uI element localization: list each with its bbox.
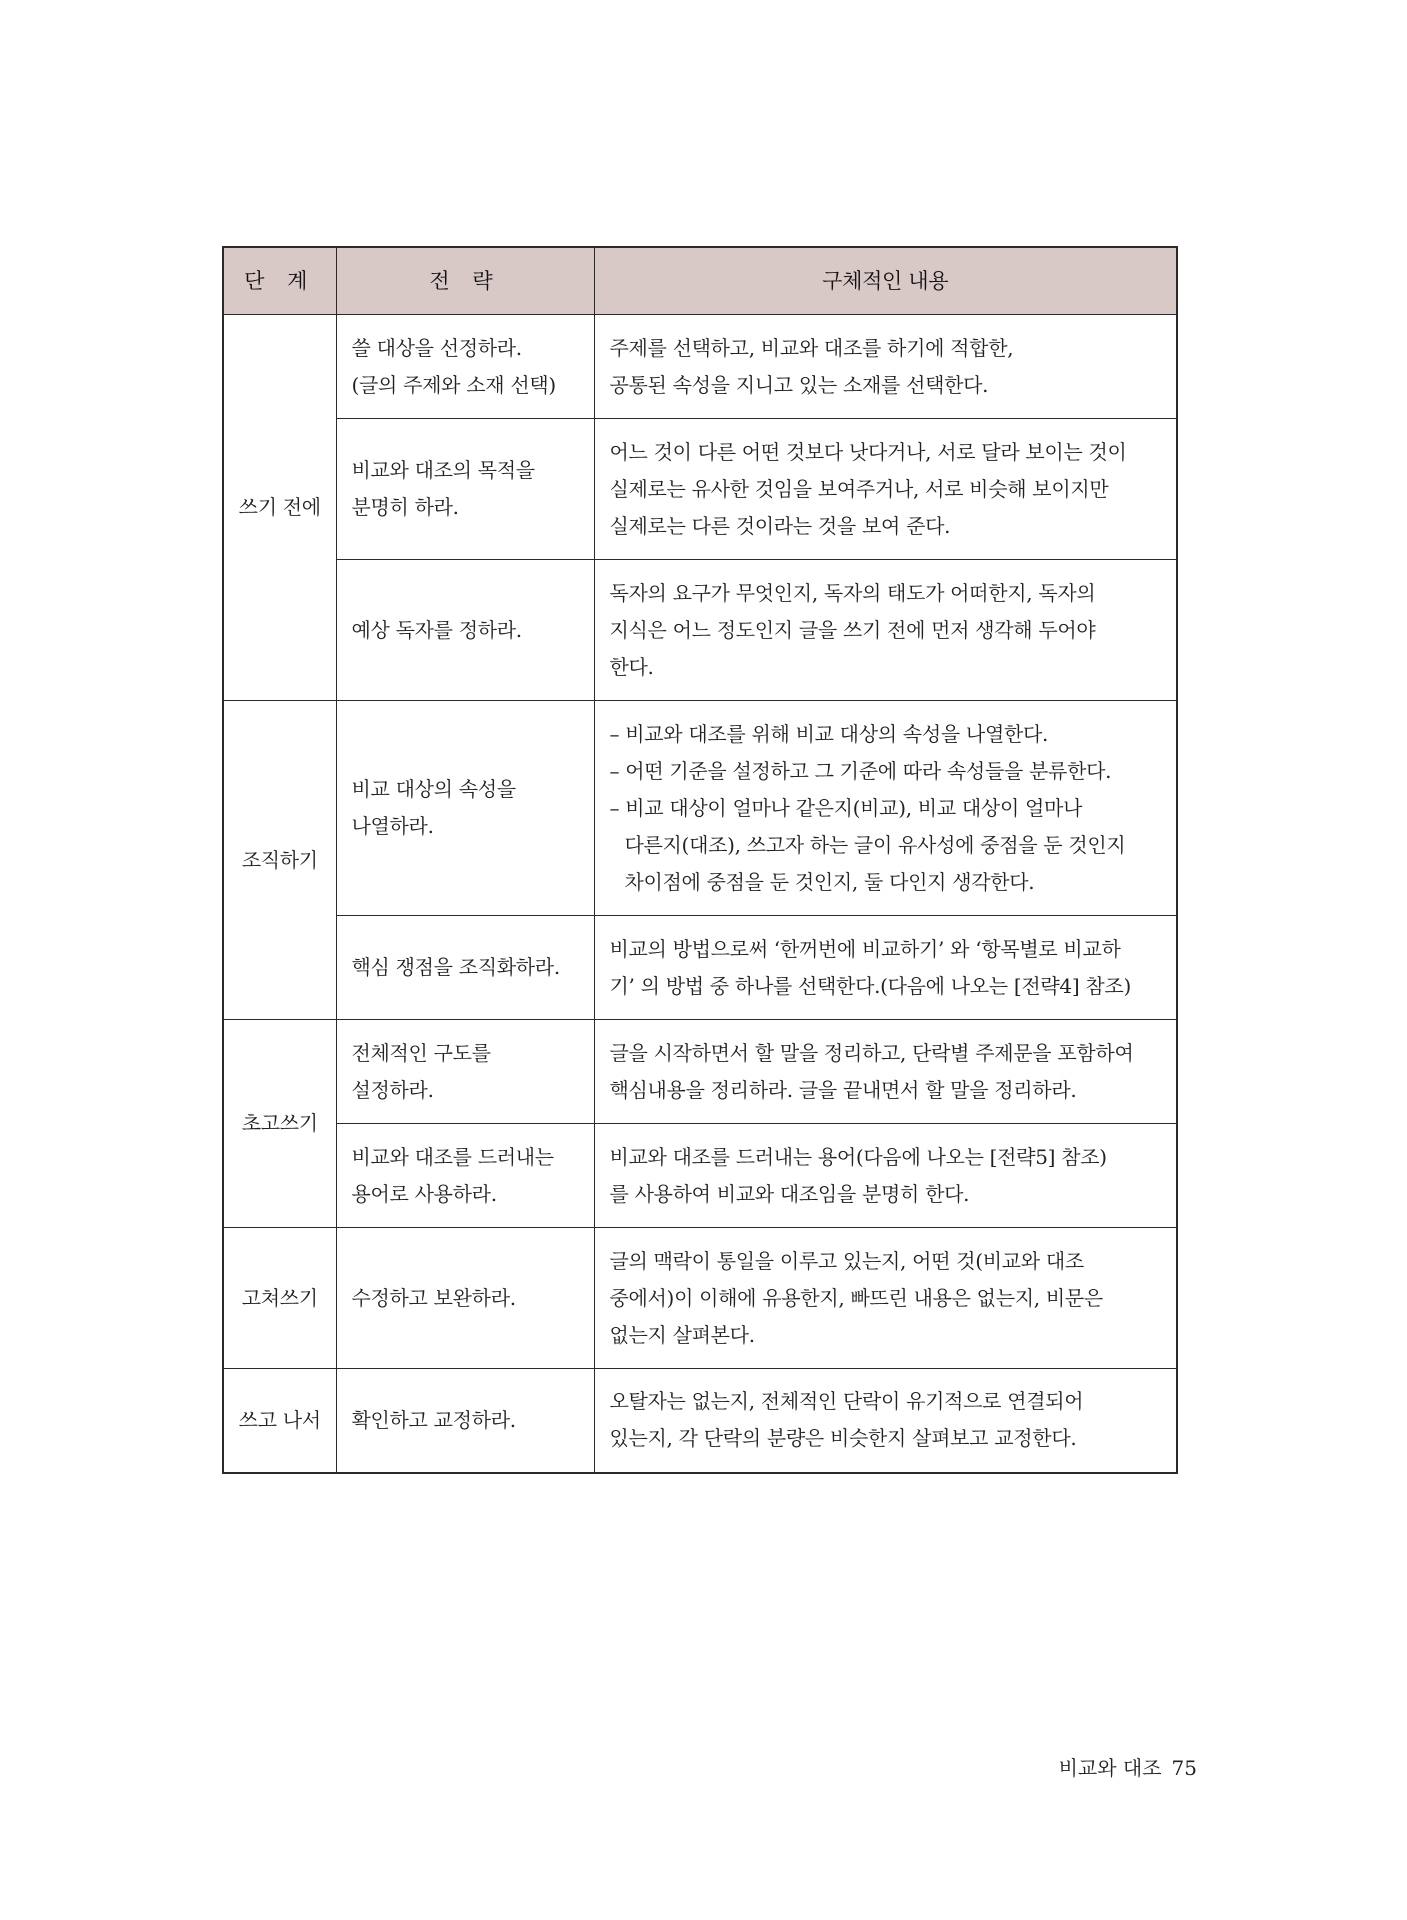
strategy-line: 비교 대상의 속성을 [351, 777, 516, 801]
strategy-cell [336, 701, 594, 916]
detail-line: 글을 시작하면서 할 말을 정리하고, 단락별 주제문을 포함하여 [609, 1040, 1134, 1065]
strategy-cell [336, 1020, 594, 1124]
strategy-line: 전체적인 구도를 [351, 1040, 491, 1065]
detail-line: 실제로는 유사한 것임을 보여주거나, 서로 비슷해 보이지만 [609, 476, 1109, 501]
table-row [223, 1369, 1177, 1473]
table-row [223, 1124, 1177, 1228]
detail-line: 공통된 속성을 지니고 있는 소재를 선택한다. [609, 372, 989, 397]
stage-cell: 쓰고 나서 [223, 1369, 336, 1473]
header-detail: 구체적인 내용 [594, 247, 1177, 315]
table-row [223, 315, 1177, 419]
stage-cell: 초고쓰기 [223, 1020, 336, 1228]
detail-cell [594, 1228, 1177, 1369]
header-strategy: 전 략 [336, 247, 594, 315]
detail-cell [594, 315, 1177, 419]
table-row [223, 701, 1177, 916]
detail-line: 독자의 요구가 무엇인지, 독자의 태도가 어떠한지, 독자의 [609, 580, 1096, 605]
table-header-row [223, 247, 1177, 315]
strategy-cell [336, 560, 594, 701]
detail-line: 실제로는 다른 것이라는 것을 보여 준다. [609, 513, 951, 538]
strategy-line: 용어로 사용하라. [351, 1181, 497, 1206]
detail-line: 한다. [609, 654, 654, 679]
detail-cell [594, 701, 1177, 916]
detail-cell [594, 1124, 1177, 1228]
strategy-line: 설정하라. [351, 1077, 434, 1102]
detail-line: 기’ 의 방법 중 하나를 선택한다.(다음에 나오는 [전략4] 참조) [609, 973, 1131, 998]
strategy-cell [336, 315, 594, 419]
detail-line: 중에서)이 이해에 유용한지, 빠뜨린 내용은 없는지, 비문은 [609, 1285, 1103, 1310]
detail-line: 비교의 방법으로써 ‘한꺼번에 비교하기’ 와 ‘항목별로 비교하 [609, 936, 1121, 961]
strategy-cell [336, 419, 594, 560]
detail-cell [594, 1369, 1177, 1473]
strategy-cell [336, 1369, 594, 1473]
strategy-line: (글의 주제와 소재 선택) [351, 372, 556, 397]
table-row [223, 1228, 1177, 1369]
detail-line: 글의 맥락이 통일을 이루고 있는지, 어떤 것(비교와 대조 [609, 1248, 1084, 1273]
detail-line: 핵심내용을 정리하라. 글을 끝내면서 할 말을 정리하라. [609, 1077, 1077, 1102]
detail-line: – 비교와 대조를 위해 비교 대상의 속성을 나열한다. [609, 721, 1049, 746]
stage-cell: 고쳐쓰기 [223, 1228, 336, 1369]
strategy-line: 쓸 대상을 선정하라. [351, 335, 522, 360]
detail-line: – 비교 대상이 얼마나 같은지(비교), 비교 대상이 얼마나 [609, 795, 1083, 820]
detail-line: 지식은 어느 정도인지 글을 쓰기 전에 먼저 생각해 두어야 [609, 617, 1096, 642]
table-row [223, 1020, 1177, 1124]
detail-cell [594, 560, 1177, 701]
strategy-line: 수정하고 보완하라. [351, 1285, 516, 1310]
strategy-line: 확인하고 교정하라. [351, 1407, 516, 1432]
footer-chapter-title: 비교와 대조 [1058, 1756, 1162, 1780]
detail-line: 어느 것이 다른 어떤 것보다 낫다거나, 서로 달라 보이는 것이 [609, 439, 1127, 464]
strategy-line: 핵심 쟁점을 조직화하라. [351, 955, 560, 979]
strategy-cell [336, 916, 594, 1020]
page-footer [1059, 1752, 1197, 1781]
strategy-cell [336, 1124, 594, 1228]
strategy-line: 예상 독자를 정하라. [351, 617, 522, 642]
page-number: 75 [1171, 1756, 1197, 1780]
strategy-table [222, 246, 1178, 1474]
table-row [223, 419, 1177, 560]
detail-line: 다른지(대조), 쓰고자 하는 글이 유사성에 중점을 둔 것인지 [624, 832, 1126, 857]
stage-cell: 쓰기 전에 [223, 315, 336, 701]
detail-line: 비교와 대조를 드러내는 용어(다음에 나오는 [전략5] 참조) [609, 1144, 1107, 1169]
strategy-cell [336, 1228, 594, 1369]
detail-line: – 어떤 기준을 설정하고 그 기준에 따라 속성들을 분류한다. [609, 758, 1112, 783]
detail-line: 주제를 선택하고, 비교와 대조를 하기에 적합한, [609, 335, 1014, 360]
strategy-line: 나열하라. [351, 814, 434, 838]
detail-cell [594, 1020, 1177, 1124]
detail-cell [594, 419, 1177, 560]
detail-line: 있는지, 각 단락의 분량은 비슷한지 살펴보고 교정한다. [609, 1426, 1077, 1451]
header-stage: 단 계 [223, 247, 336, 315]
detail-line: 를 사용하여 비교와 대조임을 분명히 한다. [609, 1181, 970, 1206]
detail-line: 차이점에 중점을 둔 것인지, 둘 다인지 생각한다. [624, 869, 1035, 894]
detail-line: 없는지 살펴본다. [609, 1322, 755, 1347]
table-row [223, 560, 1177, 701]
table-row [223, 916, 1177, 1020]
detail-cell [594, 916, 1177, 1020]
detail-line: 오탈자는 없는지, 전체적인 단락이 유기적으로 연결되어 [609, 1389, 1084, 1414]
strategy-line: 비교와 대조를 드러내는 [351, 1144, 554, 1169]
stage-cell: 조직하기 [223, 701, 336, 1020]
strategy-line: 분명히 하라. [351, 495, 459, 519]
strategy-line: 비교와 대조의 목적을 [351, 458, 535, 482]
